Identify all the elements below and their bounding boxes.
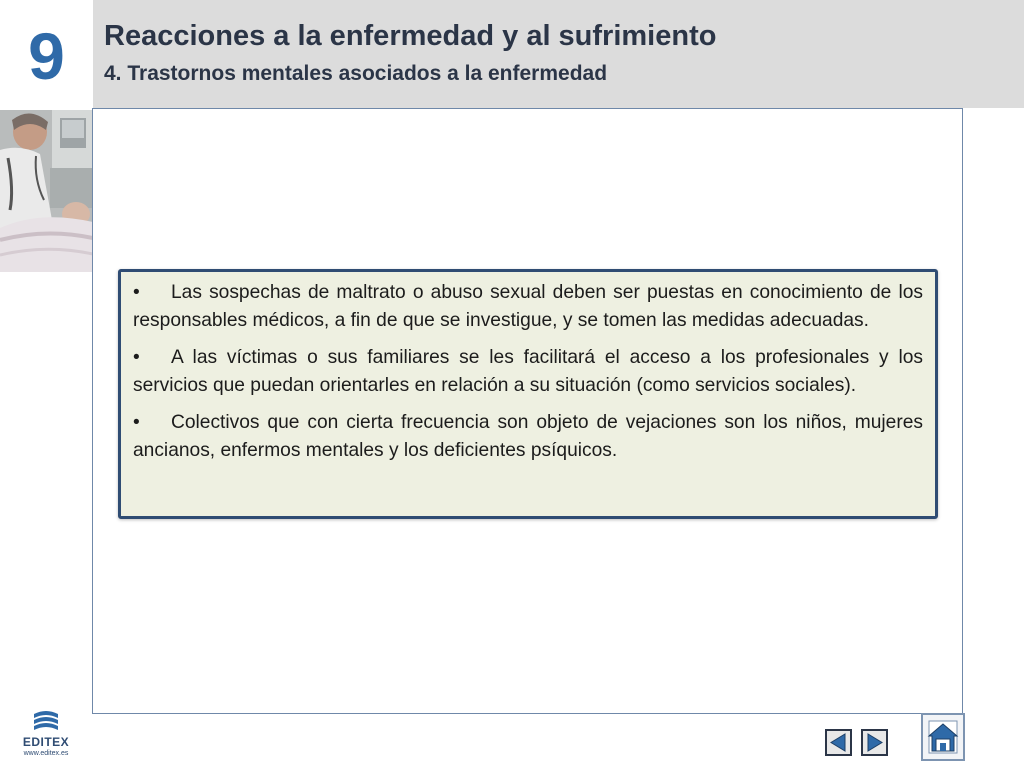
bullet-glyph: • [133, 282, 140, 303]
photo-illustration [0, 110, 93, 272]
logo-name: EDITEX [22, 735, 70, 749]
triangle-left-icon [827, 731, 850, 754]
bullet-glyph: • [133, 347, 140, 368]
slide-subtitle: 4. Trastornos mentales asociados a la enfermedad [104, 62, 608, 85]
triangle-right-icon [863, 731, 886, 754]
next-slide-button[interactable] [861, 729, 888, 756]
header-band [93, 0, 1024, 108]
logo-url: www.editex.es [23, 750, 69, 757]
doctor-patient-photo [0, 110, 93, 272]
slide-title: Reacciones a la enfermedad y al sufrimiento [104, 20, 717, 52]
bullet-glyph: • [133, 412, 140, 433]
home-icon [923, 715, 963, 759]
home-button[interactable] [921, 713, 965, 761]
bullet-text: A las víctimas o sus familiares se les facilitará el acceso a los profesionales y los servicios que puedan orientarles en relación a su situación (como servicios sociales). [133, 347, 923, 396]
bullet-item [133, 344, 923, 400]
bullet-item [133, 409, 923, 465]
bullet-item [133, 279, 923, 335]
editex-logo [14, 708, 78, 762]
chapter-number: 9 [28, 19, 65, 93]
bullet-text: Las sospechas de maltrato o abuso sexual deben ser puestas en conocimiento de los responsables médicos, a fin de que se investigue, y se tomen las medidas adecuadas. [133, 282, 923, 331]
content-box [118, 269, 938, 519]
previous-slide-button[interactable] [825, 729, 852, 756]
editex-logo-icon [14, 708, 78, 736]
bullet-text: Colectivos que con cierta frecuencia son objeto de vejaciones son los niños, mujeres ancianos, enfermos mentales y los deficientes psíquicos. [133, 412, 923, 461]
